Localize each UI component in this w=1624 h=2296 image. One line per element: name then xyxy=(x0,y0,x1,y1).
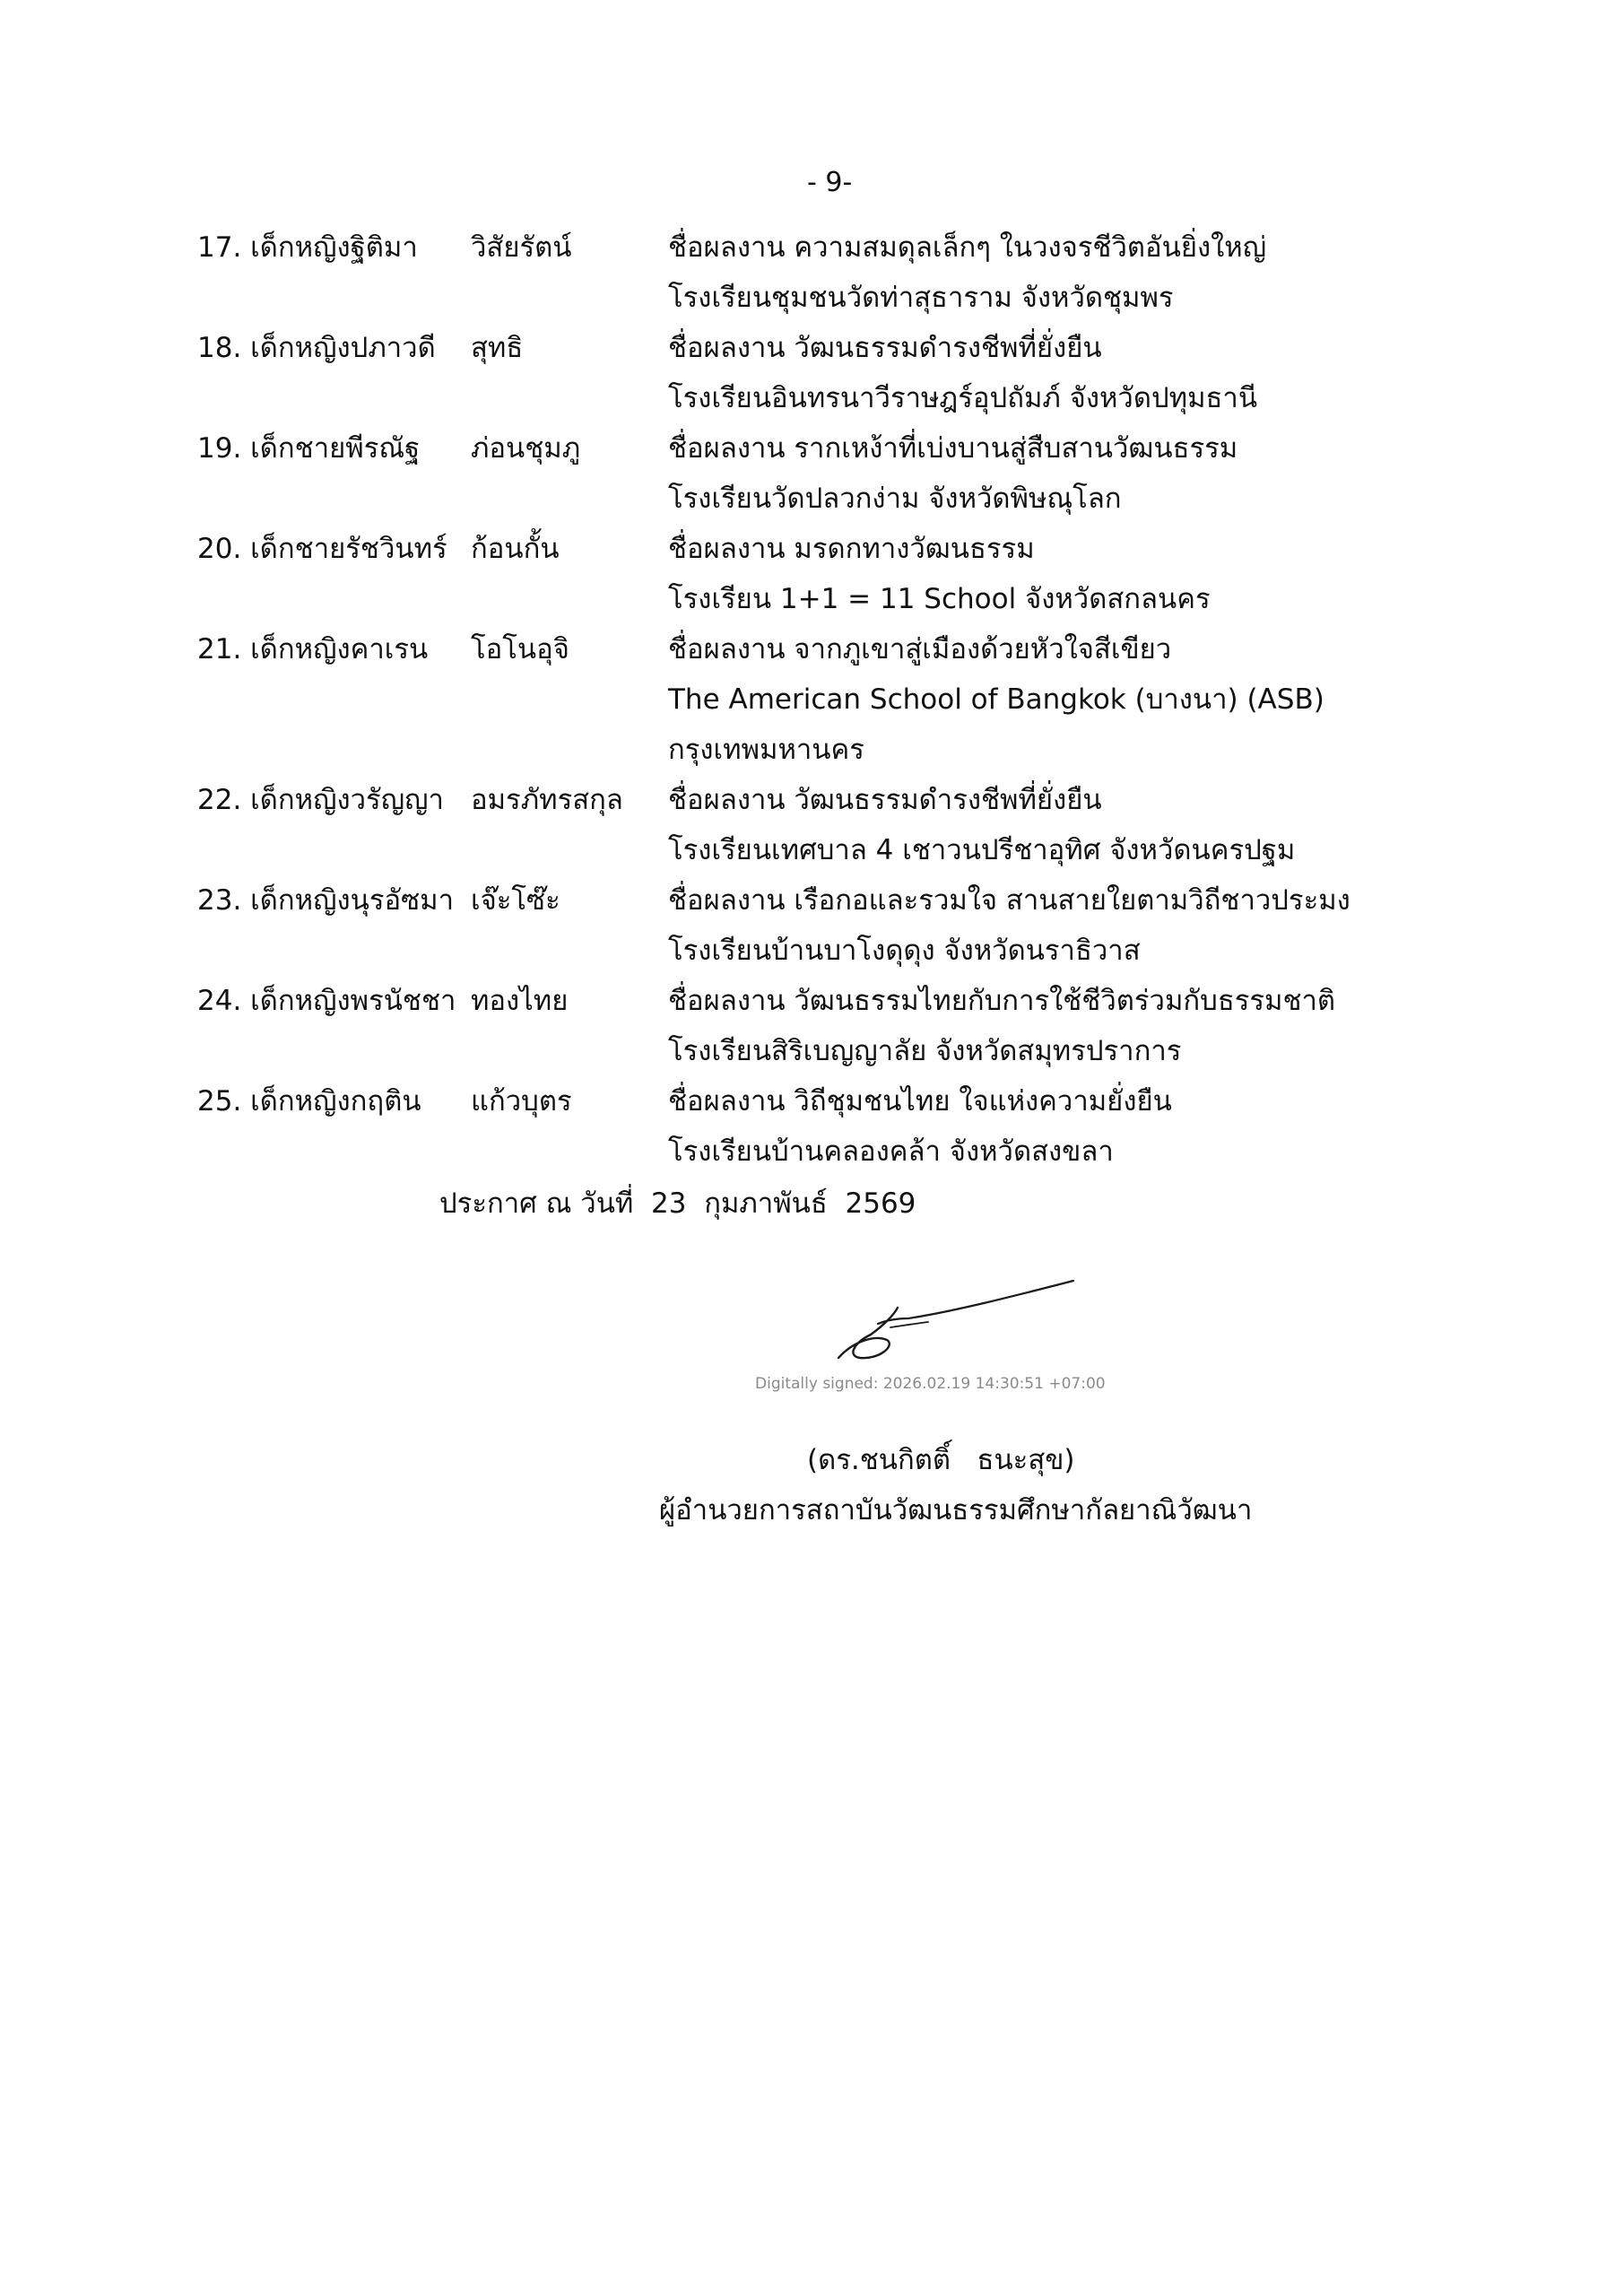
entry-number: 19. xyxy=(197,432,242,465)
surname: ก้อนกั้น xyxy=(471,533,560,565)
work-title: ชื่อผลงาน วัฒนธรรมดำรงชีพที่ยั่งยืน xyxy=(668,332,1102,364)
school-name: The American School of Bangkok (บางนา) (ASB) xyxy=(668,683,1324,716)
number-and-name xyxy=(197,423,471,474)
first-name: เด็กชายรัชวินทร์ xyxy=(250,533,447,565)
work-details xyxy=(668,875,1453,976)
school-name: โรงเรียนอินทรนาวีราษฎร์อุปถัมภ์ จังหวัดปทุมธานี xyxy=(668,382,1258,414)
surname: เจ๊ะโซ๊ะ xyxy=(471,884,560,917)
list-item xyxy=(197,423,1453,524)
entry-number: 22. xyxy=(197,784,242,816)
school-name: โรงเรียนชุมชนวัดท่าสุธาราม จังหวัดชุมพร xyxy=(668,282,1174,314)
entry-number: 23. xyxy=(197,884,242,917)
first-name: เด็กหญิงนุรอัซมา xyxy=(250,884,454,917)
surname: แก้วบุตร xyxy=(471,1085,572,1118)
work-title: ชื่อผลงาน จากภูเขาสู่เมืองด้วยหัวใจสีเขียว xyxy=(668,633,1172,665)
number-and-name xyxy=(197,1076,471,1126)
work-title: ชื่อผลงาน วัฒนธรรมดำรงชีพที่ยั่งยืน xyxy=(668,784,1102,816)
handwritten-signature-icon xyxy=(821,1272,1081,1370)
work-title: ชื่อผลงาน เรือกอและรวมใจ สานสายใยตามวิถีชาวประมง xyxy=(668,884,1350,917)
list-item xyxy=(197,875,1453,976)
school-name: โรงเรียนบ้านคลองคล้า จังหวัดสงขลา xyxy=(668,1135,1114,1168)
work-details xyxy=(668,323,1453,423)
entry-number: 20. xyxy=(197,533,242,565)
surname: ทองไทย xyxy=(471,985,569,1017)
number-and-name xyxy=(197,323,471,373)
work-title: ชื่อผลงาน รากเหง้าที่เบ่งบานสู่สืบสานวัฒนธรรม xyxy=(668,432,1238,465)
list-item xyxy=(197,323,1453,423)
entry-number: 25. xyxy=(197,1085,242,1118)
number-and-name xyxy=(197,624,471,674)
first-name: เด็กหญิงพรนัชชา xyxy=(250,985,456,1017)
work-details xyxy=(668,423,1453,524)
work-details xyxy=(668,775,1453,875)
school-name: โรงเรียนเทศบาล 4 เชาวนปรีชาอุทิศ จังหวัดนครปฐม xyxy=(668,834,1296,866)
work-title: ชื่อผลงาน ความสมดุลเล็กๆ ในวงจรชีวิตอันยิ่งใหญ่ xyxy=(668,231,1267,264)
first-name: เด็กหญิงฐิติมา xyxy=(250,231,418,264)
number-and-name xyxy=(197,222,471,273)
entry-number: 17. xyxy=(197,231,242,264)
list-item xyxy=(197,976,1453,1076)
signer-name: (ดร.ชนกิตติ์ ธนะสุข) xyxy=(807,1444,1075,1476)
school-name: โรงเรียน 1+1 = 11 School จังหวัดสกลนคร xyxy=(668,583,1211,615)
work-details xyxy=(668,976,1453,1076)
list-item xyxy=(197,524,1453,624)
number-and-name xyxy=(197,976,471,1026)
surname: ภ่อนชุมภู xyxy=(471,432,581,465)
school-location: กรุงเทพมหานคร xyxy=(668,734,864,766)
entry-number: 21. xyxy=(197,633,242,665)
work-title: ชื่อผลงาน วิถีชุมชนไทย ใจแห่งความยั่งยืน xyxy=(668,1085,1172,1118)
work-title: ชื่อผลงาน มรดกทางวัฒนธรรม xyxy=(668,533,1035,565)
digital-signature-stamp: Digitally signed: 2026.02.19 14:30:51 +07:00 xyxy=(755,1375,1106,1393)
first-name: เด็กหญิงปภาวดี xyxy=(250,332,436,364)
entry-number: 18. xyxy=(197,332,242,364)
signer-position: ผู้อำนวยการสถาบันวัฒนธรรมศึกษากัลยาณิวัฒนา xyxy=(659,1494,1253,1526)
first-name: เด็กหญิงคาเรน xyxy=(250,633,429,665)
number-and-name xyxy=(197,775,471,825)
surname: วิสัยรัตน์ xyxy=(471,231,572,264)
awardee-list xyxy=(197,222,1453,1177)
first-name: เด็กหญิงกฤติน xyxy=(250,1085,421,1118)
first-name: เด็กหญิงวรัญญา xyxy=(250,784,444,816)
list-item xyxy=(197,222,1453,323)
first-name: เด็กชายพีรณัฐ xyxy=(250,432,421,465)
school-name: โรงเรียนวัดปลวกง่าม จังหวัดพิษณุโลก xyxy=(668,483,1122,515)
work-details xyxy=(668,222,1453,323)
list-item xyxy=(197,775,1453,875)
list-item xyxy=(197,624,1453,775)
announcement-date: ประกาศ ณ วันที่ 23 กุมภาพันธ์ 2569 xyxy=(439,1187,916,1220)
list-item xyxy=(197,1076,1453,1177)
page-number: - 9- xyxy=(807,167,853,198)
school-name: โรงเรียนสิริเบญญาลัย จังหวัดสมุทรปราการ xyxy=(668,1035,1182,1067)
work-details xyxy=(668,524,1453,624)
number-and-name xyxy=(197,524,471,574)
entry-number: 24. xyxy=(197,985,242,1017)
surname: อมรภัทรสกุล xyxy=(471,784,623,816)
work-title: ชื่อผลงาน วัฒนธรรมไทยกับการใช้ชีวิตร่วมกับธรรมชาติ xyxy=(668,985,1336,1017)
number-and-name xyxy=(197,875,471,926)
surname: สุทธิ xyxy=(471,332,524,364)
surname: โอโนอุจิ xyxy=(471,633,569,665)
work-details xyxy=(668,1076,1453,1177)
work-details xyxy=(668,624,1453,775)
school-name: โรงเรียนบ้านบาโงดุดุง จังหวัดนราธิวาส xyxy=(668,935,1141,967)
